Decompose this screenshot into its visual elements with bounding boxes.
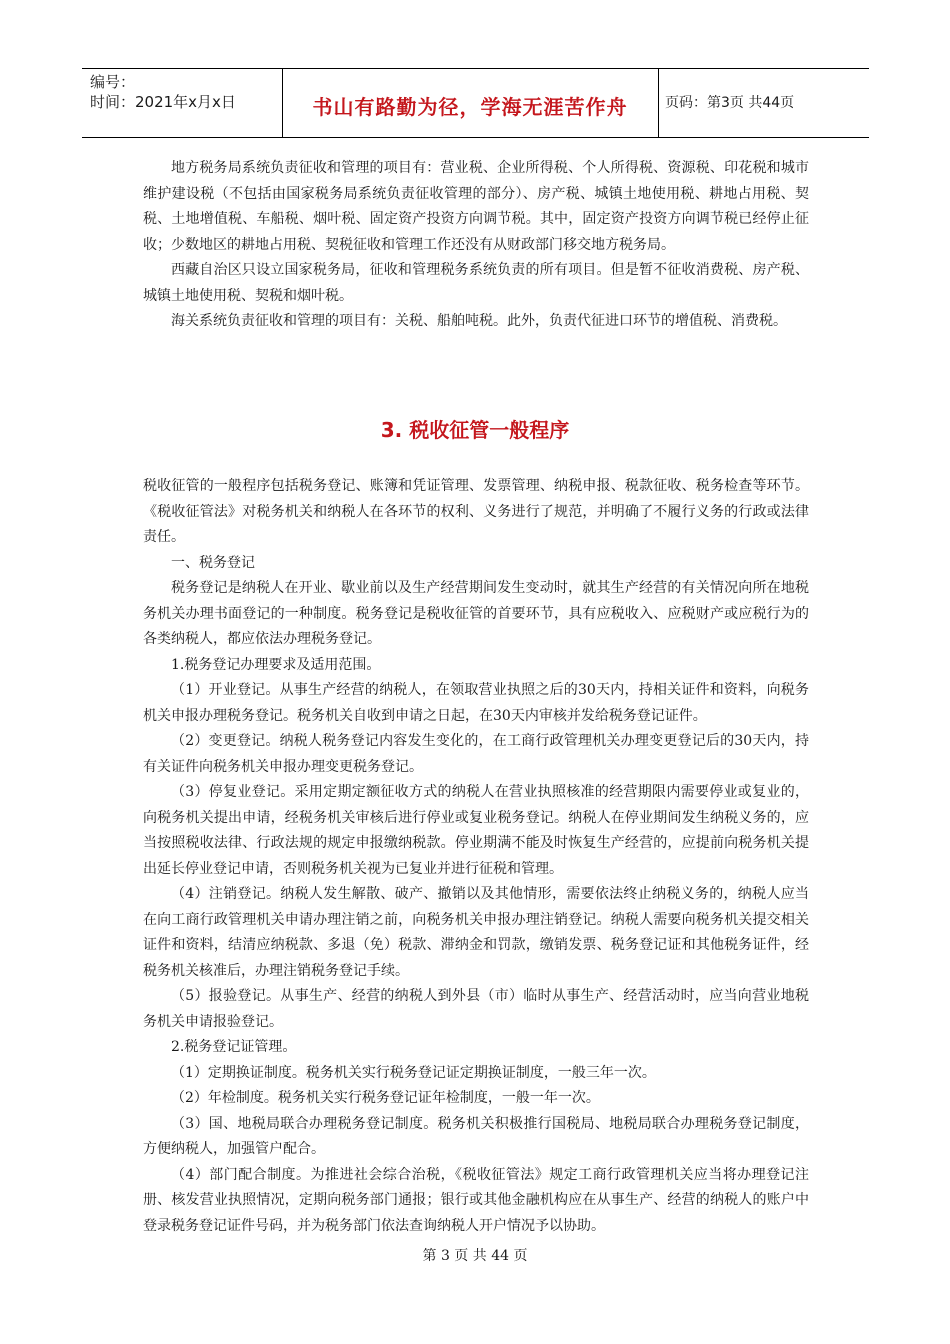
paragraph: （3）停复业登记。采用定期定额征收方式的纳税人在营业执照核准的经营期限内需要停业或复业的，向税务机关提出申请，经税务机关审核后进行停业或复业税务登记。纳税人在停业期间发生纳税义务的，应当按照税收法律、行政法规的规定申报缴纳税款。停业期满不能及时恢复生产经营的，应提前向税务机关提出延长停业登记申请，否则税务机关视为已复业并进行征税和管理。 — [143, 784, 809, 877]
paragraph: （2）年检制度。税务机关实行税务登记证年检制度，一般一年一次。 — [171, 1090, 600, 1106]
header-page-cell — [658, 69, 869, 137]
section-title: 3. 税收征管一般程序 — [380, 418, 570, 442]
document-time-label: 时间：2021年x月x日 — [90, 93, 236, 111]
header-page-number: 页码：第3页 共44页 — [665, 95, 795, 111]
document-code-label: 编号： — [90, 73, 136, 91]
page-footer: 第 3 页 共 44 页 — [422, 1248, 528, 1264]
subheading: 一、税务登记 — [171, 554, 255, 571]
paragraph: （2）变更登记。纳税人税务登记内容发生变化的，在工商行政管理机关办理变更登记后的30天内，持有关证件向税务机关申报办理变更税务登记。 — [143, 733, 809, 775]
paragraph: （1）开业登记。从事生产经营的纳税人，在领取营业执照之后的30天内，持相关证件和资料，向税务机关申报办理税务登记。税务机关自收到申请之日起，在30天内审核并发给税务登记证件。 — [143, 682, 809, 724]
paragraph: （4）注销登记。纳税人发生解散、破产、撤销以及其他情形，需要依法终止纳税义务的，纳税人应当在向工商行政管理机关申请办理注销之前，向税务机关申报办理注销登记。纳税人需要向税务机关提交相关证件和资料，结清应纳税款、多退（免）税款、滞纳金和罚款，缴销发票、税务登记证和其他税务证件，经税务机关核准后，办理注销税务登记手续。 — [143, 886, 809, 979]
header-motto: 书山有路勤为径，学海无涯苦作舟 — [312, 95, 628, 119]
paragraph: （1）定期换证制度。税务机关实行税务登记证定期换证制度，一般三年一次。 — [171, 1064, 656, 1081]
paragraph: （5）报验登记。从事生产、经营的纳税人到外县（市）临时从事生产、经营活动时，应当向营业地税务机关申请报验登记。 — [143, 988, 809, 1030]
paragraph: （3）国、地税局联合办理税务登记制度。税务机关积极推行国税局、地税局联合办理税务登记制度，方便纳税人，加强管户配合。 — [143, 1115, 809, 1157]
intro-paragraph: 税收征管的一般程序包括税务登记、账簿和凭证管理、发票管理、纳税申报、税款征收、税务检查等环节。《税收征管法》对税务机关和纳税人在各环节的权利、义务进行了规范，并明确了不履行义务的行政或法律责任。 — [143, 478, 809, 545]
subheading: 2.税务登记证管理。 — [171, 1039, 297, 1055]
header-meta-cell — [82, 69, 283, 137]
subheading: 1.税务登记办理要求及适用范围。 — [171, 656, 381, 673]
page-header — [82, 68, 869, 138]
header-motto-cell — [282, 69, 659, 137]
paragraph: 地方税务局系统负责征收和管理的项目有：营业税、企业所得税、个人所得税、资源税、印花税和城市维护建设税（不包括由国家税务局系统负责征收管理的部分）、房产税、城镇土地使用税、耕地占用税、契税、土地增值税、车船税、烟叶税、固定资产投资方向调节税。其中，固定资产投资方向调节税已经停止征收；少数地区的耕地占用税、契税征收和管理工作还没有从财政部门移交地方税务局。 — [143, 160, 809, 253]
paragraph: 税务登记是纳税人在开业、歇业前以及生产经营期间发生变动时，就其生产经营的有关情况向所在地税务机关办理书面登记的一种制度。税务登记是税收征管的首要环节，具有应税收入、应税财产或应税行为的各类纳税人，都应依法办理税务登记。 — [143, 580, 809, 647]
paragraph: 海关系统负责征收和管理的项目有：关税、船舶吨税。此外，负责代征进口环节的增值税、消费税。 — [171, 313, 787, 329]
paragraph: （4）部门配合制度。为推进社会综合治税，《税收征管法》规定工商行政管理机关应当将办理登记注册、核发营业执照情况，定期向税务部门通报；银行或其他金融机构应在从事生产、经营的纳税人的账户中登录税务登记证件号码，并为税务部门依法查询纳税人开户情况予以协助。 — [143, 1166, 809, 1234]
top-section — [143, 156, 809, 335]
paragraph: 西藏自治区只设立国家税务局，征收和管理税务系统负责的所有项目。但是暂不征收消费税、房产税、城镇土地使用税、契税和烟叶税。 — [143, 262, 809, 304]
main-section — [143, 474, 809, 1239]
